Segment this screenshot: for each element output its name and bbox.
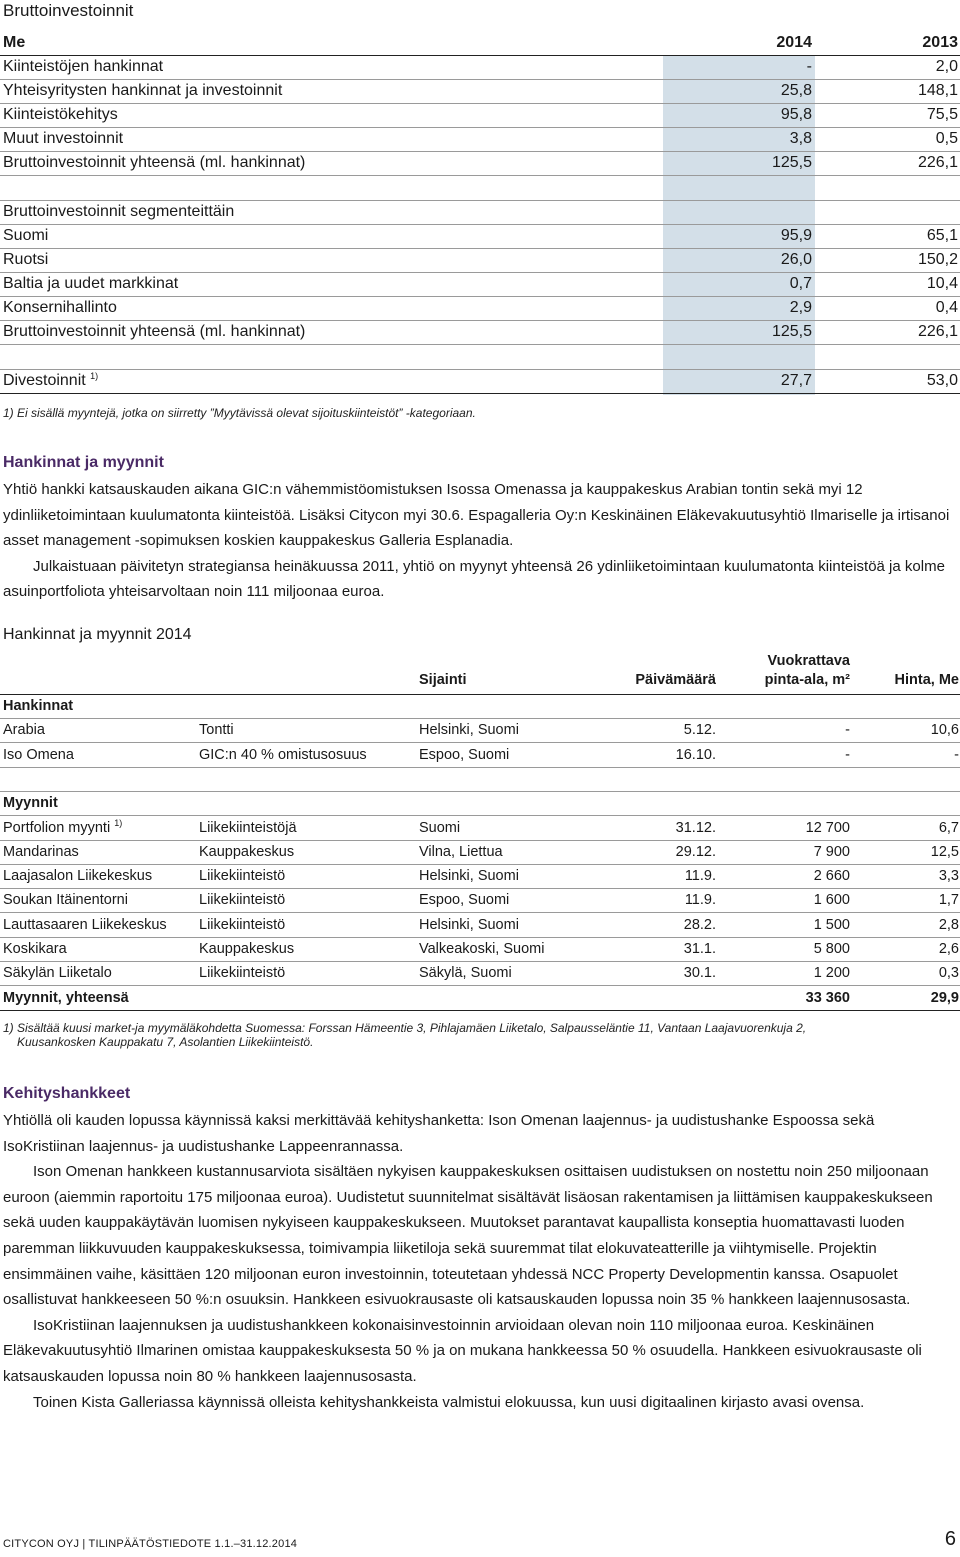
value-2013: 226,1 <box>917 323 958 340</box>
table-header-row <box>0 31 960 56</box>
row-label: Suomi <box>3 227 49 244</box>
property-name: Koskikara <box>3 941 67 957</box>
leasable-area: - <box>845 722 850 738</box>
price: 2,8 <box>938 917 959 933</box>
table-row <box>0 79 960 104</box>
table-total-row <box>0 320 960 345</box>
row-label: Bruttoinvestoinnit segmenteittäin <box>3 203 235 220</box>
spacer-row <box>0 345 960 370</box>
transaction-date: 28.2. <box>683 917 716 933</box>
table2-footnote <box>3 1021 958 1049</box>
table-row <box>0 248 960 273</box>
paragraph: Toinen Kista Galleriassa käynnissä olleista kehityshankkeista valmistui elokuussa, kun uusi digitaalinen kirjasto avasi ovensa. <box>33 1393 865 1411</box>
header-hinta: Hinta, Me <box>894 672 959 688</box>
paragraph: IsoKristiinan laajennuksen ja uudistushankkeen kokonaisinvestoinnin arvioidaan olevan noin 110 miljoonaa euroa. Keskinäinen Eläkevakuutusyhtiö Ilmarinen omistaa kauppakeskuksesta 50 % ja on mukana hankkeessa 50 % osuudella. Hankkeen esivuokrausaste oli katsauskauden lopussa noin 80 % hankkeen laajennusosasta. <box>3 1316 922 1385</box>
property-location: Helsinki, Suomi <box>419 917 519 933</box>
value-2014: 125,5 <box>771 154 812 171</box>
table-row <box>0 718 960 743</box>
section-title-hankinnat: Hankinnat ja myynnit <box>3 454 164 471</box>
property-type: Liikekiinteistö <box>199 868 286 884</box>
value-2014: 0,7 <box>789 275 812 292</box>
property-type: Kauppakeskus <box>199 844 295 860</box>
table-row <box>0 103 960 128</box>
value-2014: 125,5 <box>771 323 812 340</box>
hankinnat-text <box>3 477 958 605</box>
value-2013: 2,0 <box>935 58 958 75</box>
table-row <box>0 961 960 986</box>
paragraph: Yhtiöllä oli kauden lopussa käynnissä kaksi merkittävää kehityshanketta: Ison Omenan laajennus- ja uudistushanke Espoossa sekä IsoKristiinan laajennus- ja uudistushanke Lappeenrannassa. <box>3 1112 875 1155</box>
value-2013: 65,1 <box>926 227 958 244</box>
transaction-date: 31.12. <box>675 820 716 836</box>
property-name: Säkylän Liiketalo <box>3 965 112 981</box>
row-label: Ruotsi <box>3 251 49 268</box>
property-name: Iso Omena <box>3 747 74 763</box>
property-location: Säkylä, Suomi <box>419 965 512 981</box>
property-type: Tontti <box>199 722 234 738</box>
value-2013: 0,4 <box>935 299 958 316</box>
property-location: Suomi <box>419 820 461 836</box>
header-pinta-ala: pinta-ala, m² <box>764 672 850 688</box>
value-2014: 95,9 <box>780 227 812 244</box>
table-title-hankinnat-myynnit: Hankinnat ja myynnit 2014 <box>3 626 192 643</box>
property-name <box>3 816 122 840</box>
row-label: Yhteisyritysten hankinnat ja investoinnit <box>3 82 283 99</box>
transaction-date: 16.10. <box>675 747 716 763</box>
paragraph: Yhtiö hankki katsauskauden aikana GIC:n vähemmistöomistuksen Isossa Omenassa ja kauppakeskus Arabian tontin sekä myi 12 ydinliiketoimintaan kuulumatonta kiinteistöä. Lisäksi Citycon myi 30.6. Espagalleria Oy:n Keskinäinen Eläkevakuutusyhtiö Ilmariselle ja irtisanoi asset management -sopimuksen koskien kauppakeskus Galleria Esplanadia. <box>3 481 950 550</box>
value-2013: 53,0 <box>926 372 958 389</box>
table-row <box>0 55 960 80</box>
table-row <box>0 127 960 152</box>
value-2013: 10,4 <box>926 275 958 292</box>
group-label: Hankinnat <box>3 698 74 714</box>
group-label-hankinnat <box>0 694 960 719</box>
spacer-row <box>0 176 960 201</box>
section-title-bruttoinvestoinnit: Bruttoinvestoinnit <box>3 1 134 20</box>
row-label: Konsernihallinto <box>3 299 117 316</box>
transaction-date: 11.9. <box>684 868 716 884</box>
header-year-2014: 2014 <box>776 34 812 51</box>
row-label: Bruttoinvestoinnit yhteensä (ml. hankinnat) <box>3 323 306 340</box>
transaction-date: 29.12. <box>675 844 716 860</box>
property-type: GIC:n 40 % omistusosuus <box>199 747 367 763</box>
transaction-date: 5.12. <box>683 722 716 738</box>
table-row <box>0 888 960 913</box>
value-2013: 150,2 <box>917 251 958 268</box>
property-type: Kauppakeskus <box>199 941 295 957</box>
footnote-marker: 1) <box>90 371 99 381</box>
leasable-area: 1 500 <box>813 917 850 933</box>
header-label: Me <box>3 34 26 51</box>
leasable-area: 1 600 <box>813 892 850 908</box>
row-label: Kiinteistöjen hankinnat <box>3 58 164 75</box>
price: 6,7 <box>938 820 959 836</box>
table-row <box>0 913 960 938</box>
price: 0,3 <box>938 965 959 981</box>
group-label-myynnit <box>0 791 960 816</box>
total-area: 33 360 <box>805 990 850 1006</box>
table-total-row <box>0 986 960 1011</box>
price: 10,6 <box>930 722 959 738</box>
value-2014: 95,8 <box>780 106 812 123</box>
property-location: Valkeakoski, Suomi <box>419 941 545 957</box>
leasable-area: - <box>845 747 850 763</box>
property-location: Helsinki, Suomi <box>419 722 519 738</box>
value-2014: 3,8 <box>789 130 812 147</box>
table-footnote: 1) Ei sisällä myyntejä, jotka on siirretty ”Myytävissä olevat sijoituskiinteistöt” -kategoriaan. <box>3 406 476 420</box>
property-type: Liikekiinteistöjä <box>199 820 297 836</box>
table2-header <box>0 650 960 695</box>
property-name: Lauttasaaren Liikekeskus <box>3 917 167 933</box>
price: 12,5 <box>930 844 959 860</box>
leasable-area: 1 200 <box>813 965 850 981</box>
total-label: Myynnit, yhteensä <box>3 990 129 1006</box>
row-label: Baltia ja uudet markkinat <box>3 275 179 292</box>
property-location: Helsinki, Suomi <box>419 868 519 884</box>
leasable-area: 12 700 <box>805 820 850 836</box>
table-row <box>0 937 960 962</box>
paragraph: Julkaistuaan päivitetyn strategiansa heinäkuussa 2011, yhtiö on myynyt yhteensä 26 ydinliiketoimintaan kuulumatonta kiinteistöä ja kolme asuinportfoliota yhteisarvoltaan noin 111 miljoonaa euroa. <box>3 557 945 601</box>
value-2014: 2,9 <box>789 299 812 316</box>
property-name: Arabia <box>3 722 45 738</box>
value-2013: 226,1 <box>917 154 958 171</box>
value-2014: - <box>806 58 812 75</box>
price: 1,7 <box>938 892 959 908</box>
divestments-label: Divestoinnit <box>3 372 86 389</box>
value-2014: 27,7 <box>780 372 812 389</box>
footnote-marker: 1) <box>114 818 123 828</box>
property-type: Liikekiinteistö <box>199 965 286 981</box>
price: - <box>954 747 959 763</box>
transaction-date: 30.1. <box>683 965 716 981</box>
property-name: Laajasalon Liikekeskus <box>3 868 153 884</box>
property-location: Espoo, Suomi <box>419 892 510 908</box>
value-2014: 25,8 <box>780 82 812 99</box>
leasable-area: 7 900 <box>813 844 850 860</box>
footnote-line: Kuusankosken Kauppakatu 7, Asolantien Liikekiinteistö. <box>17 1035 314 1049</box>
property-name-text: Portfolion myynti <box>3 820 111 836</box>
leasable-area: 2 660 <box>813 868 850 884</box>
group-label: Myynnit <box>3 795 58 811</box>
header-sijainti: Sijainti <box>419 672 467 688</box>
transaction-date: 31.1. <box>683 941 716 957</box>
spacer-row <box>0 767 960 792</box>
value-2014: 26,0 <box>780 251 812 268</box>
footnote-line: 1) Sisältää kuusi market-ja myymäläkohdetta Suomessa: Forssan Hämeentie 3, Pihlajamäen Liiketalo, Salpausseläntie 11, Vantaan Laajavuorenkuja 2, <box>3 1021 807 1035</box>
property-name: Soukan Itäinentorni <box>3 892 128 908</box>
page-number: 6 <box>944 1528 956 1550</box>
header-year-2013: 2013 <box>922 34 958 51</box>
table-row <box>0 296 960 321</box>
leasable-area: 5 800 <box>813 941 850 957</box>
footer-company: CITYCON OYJ | TILINPÄÄTÖSTIEDOTE 1.1.–31.12.2014 <box>3 1538 298 1550</box>
property-location: Espoo, Suomi <box>419 747 510 763</box>
property-location: Vilna, Liettua <box>419 844 503 860</box>
value-2013: 0,5 <box>935 130 958 147</box>
transaction-date: 11.9. <box>684 892 716 908</box>
header-paivamaara: Päivämäärä <box>635 672 716 688</box>
property-type: Liikekiinteistö <box>199 892 286 908</box>
value-2013: 75,5 <box>926 106 958 123</box>
paragraph: Ison Omenan hankkeen kustannusarviota sisältäen nykyisen kauppakeskuksen osittaisen uudistuksen on nostettu noin 250 miljoonaan euroon (aiemmin raportoitu 175 miljoonaa euroa). Uudistetut suunnitelmat sisältävät lisäosan rakentamisen ja liittämisen kauppakeskukseen sekä uuden kauppakäytävän luomisen nykyiseen kauppakeskukseen. Muutokset parantavat kaupallista konseptia huomattavasti luoden paremman liikkuvuuden kauppakeskuksessa, toimivampia liiketiloja sekä suuremmat tilat elokuvateatterille ja viihtymiselle. Projektin ensimmäinen vaihe, käsittäen 120 miljoonan euron investoinnin, toteutetaan yhdessä NCC Property Developmentin kanssa. Osapuolet osallistuvat hankkeeseen 50 %:n osuuksin. Hankkeen esivuokrausaste oli katsauskauden lopussa noin 35 % hankkeen laajennusosasta. <box>3 1163 933 1309</box>
price: 3,3 <box>938 868 959 884</box>
property-name: Mandarinas <box>3 844 79 860</box>
kehitys-text <box>3 1108 958 1415</box>
row-label: Bruttoinvestoinnit yhteensä (ml. hankinnat) <box>3 154 306 171</box>
table-row <box>0 743 960 768</box>
table-subheader-row <box>0 200 960 225</box>
table-row <box>0 864 960 889</box>
section-title-kehityshankkeet: Kehityshankkeet <box>3 1085 131 1102</box>
total-price: 29,9 <box>930 990 959 1006</box>
table-row <box>0 840 960 865</box>
row-label <box>3 369 98 393</box>
property-type: Liikekiinteistö <box>199 917 286 933</box>
header-vuokrattava: Vuokrattava <box>767 653 850 669</box>
table-row <box>0 272 960 297</box>
value-2013: 148,1 <box>917 82 958 99</box>
row-label: Muut investoinnit <box>3 130 124 147</box>
table-total-row <box>0 151 960 176</box>
table-row <box>0 224 960 249</box>
table-divestments-row <box>0 369 960 394</box>
price: 2,6 <box>938 941 959 957</box>
table-row <box>0 816 960 841</box>
row-label: Kiinteistökehitys <box>3 106 118 123</box>
